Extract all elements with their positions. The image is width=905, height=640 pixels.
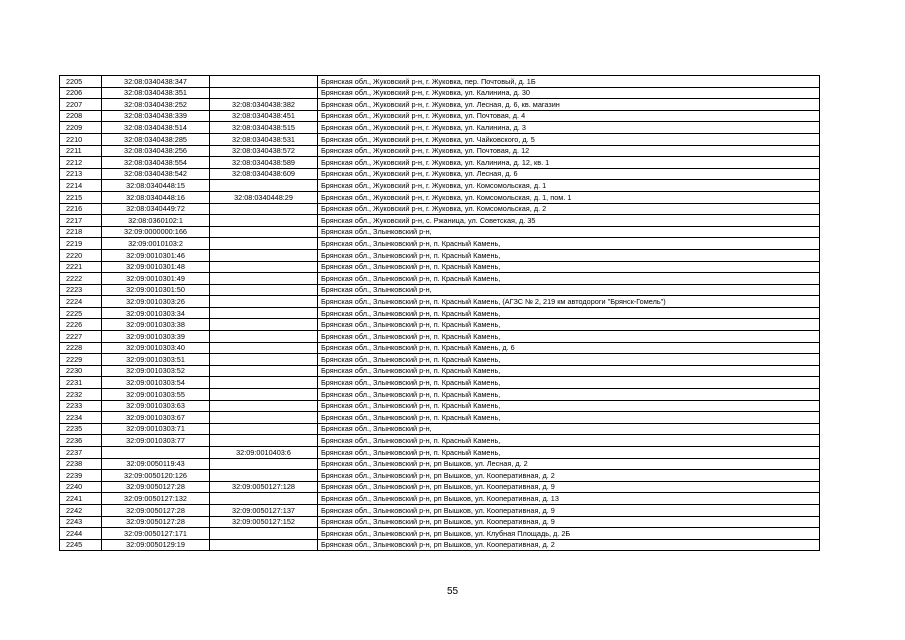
linked-cadastral-number-cell: 32:09:0050127:128 [210,481,318,493]
row-number-cell: 2242 [60,504,102,516]
table-row [60,168,820,180]
cadastral-number-cell: 32:08:0360102:1 [102,215,210,227]
table-row [60,87,820,99]
table-row [60,458,820,470]
cadastral-number-cell: 32:08:0340438:554 [102,157,210,169]
address-cell: Брянская обл., Жуковский р-н, г. Жуковка, ул. Почтовая, д. 12 [318,145,820,157]
cadastral-number-cell: 32:09:0050129:19 [102,539,210,551]
linked-cadastral-number-cell [210,261,318,273]
table-row [60,249,820,261]
table-row [60,203,820,215]
row-number-cell: 2232 [60,389,102,401]
table-row [60,273,820,285]
cadastral-number-cell: 32:09:0010301:48 [102,261,210,273]
cadastral-number-cell: 32:09:0010301:50 [102,284,210,296]
linked-cadastral-number-cell [210,377,318,389]
linked-cadastral-number-cell [210,342,318,354]
linked-cadastral-number-cell: 32:08:0340438:609 [210,168,318,180]
row-number-cell: 2218 [60,226,102,238]
cadastral-number-cell: 32:09:0050127:132 [102,493,210,505]
linked-cadastral-number-cell [210,435,318,447]
cadastral-number-cell: 32:08:0340438:347 [102,76,210,88]
row-number-cell: 2226 [60,319,102,331]
address-cell: Брянская обл., Злынковский р-н, п. Красный Камень, [318,238,820,250]
address-cell: Брянская обл., Жуковский р-н, г. Жуковка, ул. Комсомольская, д. 1 [318,180,820,192]
table-row [60,122,820,134]
address-cell: Брянская обл., Злынковский р-н, рп Вышков, ул. Кооперативная, д. 9 [318,504,820,516]
cadastral-number-cell: 32:08:0340438:542 [102,168,210,180]
cadastral-number-cell: 32:09:0010303:55 [102,389,210,401]
cadastral-number-cell: 32:08:0340438:256 [102,145,210,157]
linked-cadastral-number-cell [210,458,318,470]
address-cell: Брянская обл., Жуковский р-н, г. Жуковка, ул. Лесная, д. 6 [318,168,820,180]
cadastral-number-cell: 32:09:0010303:54 [102,377,210,389]
row-number-cell: 2210 [60,133,102,145]
table-row [60,215,820,227]
address-cell: Брянская обл., Злынковский р-н, п. Красный Камень, [318,377,820,389]
table-row [60,481,820,493]
linked-cadastral-number-cell [210,528,318,540]
address-cell: Брянская обл., Злынковский р-н, рп Вышков, ул. Кооперативная, д. 9 [318,516,820,528]
linked-cadastral-number-cell [210,273,318,285]
row-number-cell: 2233 [60,400,102,412]
linked-cadastral-number-cell [210,180,318,192]
address-cell: Брянская обл., Злынковский р-н, [318,423,820,435]
cadastral-number-cell: 32:09:0010103:2 [102,238,210,250]
table-row [60,191,820,203]
row-number-cell: 2205 [60,76,102,88]
row-number-cell: 2241 [60,493,102,505]
address-cell: Брянская обл., Злынковский р-н, [318,284,820,296]
row-number-cell: 2236 [60,435,102,447]
linked-cadastral-number-cell: 32:08:0340438:515 [210,122,318,134]
linked-cadastral-number-cell: 32:08:0340438:382 [210,99,318,111]
linked-cadastral-number-cell [210,87,318,99]
table-row [60,110,820,122]
linked-cadastral-number-cell [210,412,318,424]
address-cell: Брянская обл., Злынковский р-н, п. Красный Камень, д. 6 [318,342,820,354]
address-cell: Брянская обл., Злынковский р-н, п. Красный Камень, [318,354,820,366]
address-cell: Брянская обл., Злынковский р-н, п. Красный Камень, [318,447,820,459]
cadastral-number-cell: 32:09:0050127:28 [102,481,210,493]
row-number-cell: 2215 [60,191,102,203]
table-row [60,319,820,331]
address-cell: Брянская обл., Злынковский р-н, п. Красный Камень, [318,365,820,377]
cadastral-number-cell: 32:09:0010303:77 [102,435,210,447]
linked-cadastral-number-cell: 32:08:0340438:451 [210,110,318,122]
table-row [60,435,820,447]
table-row [60,226,820,238]
linked-cadastral-number-cell: 32:09:0050127:137 [210,504,318,516]
linked-cadastral-number-cell [210,423,318,435]
row-number-cell: 2217 [60,215,102,227]
row-number-cell: 2231 [60,377,102,389]
cadastral-number-cell: 32:09:0010303:71 [102,423,210,435]
address-cell: Брянская обл., Жуковский р-н, г. Жуковка, ул. Калинина, д. 30 [318,87,820,99]
table-row [60,412,820,424]
linked-cadastral-number-cell: 32:08:0340438:589 [210,157,318,169]
cadastral-number-cell: 32:08:0340438:514 [102,122,210,134]
row-number-cell: 2221 [60,261,102,273]
address-cell: Брянская обл., Злынковский р-н, рп Вышков, ул. Кооперативная, д. 2 [318,539,820,551]
cadastral-number-cell: 32:09:0000000:166 [102,226,210,238]
linked-cadastral-number-cell: 32:09:0010403:6 [210,447,318,459]
table-row [60,504,820,516]
address-cell: Брянская обл., Злынковский р-н, [318,226,820,238]
row-number-cell: 2206 [60,87,102,99]
row-number-cell: 2227 [60,331,102,343]
table-row [60,377,820,389]
cadastral-number-cell: 32:09:0010303:39 [102,331,210,343]
linked-cadastral-number-cell [210,296,318,308]
linked-cadastral-number-cell: 32:09:0050127:152 [210,516,318,528]
address-cell: Брянская обл., Злынковский р-н, п. Красный Камень, [318,319,820,331]
row-number-cell: 2209 [60,122,102,134]
table-row [60,342,820,354]
address-cell: Брянская обл., Злынковский р-н, п. Красный Камень, [318,307,820,319]
address-cell: Брянская обл., Злынковский р-н, п. Красный Камень, [318,273,820,285]
address-cell: Брянская обл., Жуковский р-н, с. Ржаница, ул. Советская, д. 35 [318,215,820,227]
linked-cadastral-number-cell [210,249,318,261]
cadastral-number-cell: 32:08:0340448:15 [102,180,210,192]
row-number-cell: 2235 [60,423,102,435]
cadastral-number-cell: 32:08:0340448:16 [102,191,210,203]
table-row [60,145,820,157]
cadastral-number-cell: 32:09:0050119:43 [102,458,210,470]
address-cell: Брянская обл., Злынковский р-н, п. Красный Камень, [318,249,820,261]
linked-cadastral-number-cell [210,226,318,238]
address-cell: Брянская обл., Жуковский р-н, г. Жуковка, ул. Калинина, д. 3 [318,122,820,134]
address-cell: Брянская обл., Жуковский р-н, г. Жуковка, ул. Лесная, д. 6, кв. магазин [318,99,820,111]
row-number-cell: 2234 [60,412,102,424]
linked-cadastral-number-cell [210,389,318,401]
row-number-cell: 2228 [60,342,102,354]
address-cell: Брянская обл., Злынковский р-н, п. Красный Камень, (АГЗС № 2, 219 км автодороги "Брянск-Гомель") [318,296,820,308]
row-number-cell: 2243 [60,516,102,528]
address-cell: Брянская обл., Жуковский р-н, г. Жуковка, ул. Комсомольская, д. 1, пом. 1 [318,191,820,203]
cadastral-number-cell: 32:09:0010303:40 [102,342,210,354]
table-row [60,180,820,192]
table-row [60,423,820,435]
cadastral-number-cell: 32:08:0340449:72 [102,203,210,215]
cadastral-number-cell: 32:08:0340438:285 [102,133,210,145]
address-cell: Брянская обл., Злынковский р-н, п. Красный Камень, [318,389,820,401]
address-cell: Брянская обл., Жуковский р-н, г. Жуковка, ул. Почтовая, д. 4 [318,110,820,122]
cadastral-number-cell: 32:09:0050127:28 [102,516,210,528]
table-row [60,516,820,528]
linked-cadastral-number-cell: 32:08:0340438:572 [210,145,318,157]
table-row [60,354,820,366]
address-cell: Брянская обл., Злынковский р-н, рп Вышков, ул. Кооперативная, д. 9 [318,481,820,493]
row-number-cell: 2230 [60,365,102,377]
table-row [60,238,820,250]
linked-cadastral-number-cell [210,365,318,377]
table-row [60,99,820,111]
table-row [60,157,820,169]
address-cell: Брянская обл., Злынковский р-н, рп Вышков, ул. Кооперативная, д. 2 [318,470,820,482]
linked-cadastral-number-cell [210,215,318,227]
linked-cadastral-number-cell [210,470,318,482]
address-cell: Брянская обл., Злынковский р-н, п. Красный Камень, [318,261,820,273]
cadastral-number-cell: 32:09:0050127:171 [102,528,210,540]
cadastral-number-cell: 32:09:0050127:28 [102,504,210,516]
table-row [60,470,820,482]
table-body [60,76,820,551]
address-cell: Брянская обл., Злынковский р-н, рп Вышков, ул. Кооперативная, д. 13 [318,493,820,505]
row-number-cell: 2212 [60,157,102,169]
cadastral-number-cell: 32:09:0010303:38 [102,319,210,331]
linked-cadastral-number-cell [210,331,318,343]
row-number-cell: 2229 [60,354,102,366]
row-number-cell: 2207 [60,99,102,111]
row-number-cell: 2238 [60,458,102,470]
row-number-cell: 2211 [60,145,102,157]
cadastral-number-cell [102,447,210,459]
row-number-cell: 2245 [60,539,102,551]
cadastral-number-cell: 32:08:0340438:339 [102,110,210,122]
row-number-cell: 2214 [60,180,102,192]
cadastral-number-cell: 32:09:0010303:63 [102,400,210,412]
row-number-cell: 2208 [60,110,102,122]
page-number: 55 [446,586,459,597]
table-row [60,261,820,273]
linked-cadastral-number-cell [210,238,318,250]
linked-cadastral-number-cell [210,400,318,412]
address-cell: Брянская обл., Злынковский р-н, п. Красный Камень, [318,412,820,424]
row-number-cell: 2220 [60,249,102,261]
cadastral-number-cell: 32:09:0010303:51 [102,354,210,366]
cadastral-number-cell: 32:09:0010301:46 [102,249,210,261]
linked-cadastral-number-cell [210,76,318,88]
property-table [59,75,820,551]
table-row [60,528,820,540]
row-number-cell: 2222 [60,273,102,285]
table-row [60,365,820,377]
table-row [60,76,820,88]
row-number-cell: 2216 [60,203,102,215]
cadastral-number-cell: 32:09:0010303:34 [102,307,210,319]
linked-cadastral-number-cell [210,284,318,296]
row-number-cell: 2225 [60,307,102,319]
linked-cadastral-number-cell [210,354,318,366]
linked-cadastral-number-cell [210,493,318,505]
linked-cadastral-number-cell [210,539,318,551]
address-cell: Брянская обл., Злынковский р-н, рп Вышков, ул. Лесная, д. 2 [318,458,820,470]
row-number-cell: 2239 [60,470,102,482]
table-row [60,284,820,296]
row-number-cell: 2237 [60,447,102,459]
cadastral-number-cell: 32:09:0050120:126 [102,470,210,482]
table-row [60,493,820,505]
cadastral-number-cell: 32:09:0010303:67 [102,412,210,424]
linked-cadastral-number-cell: 32:08:0340448:29 [210,191,318,203]
address-cell: Брянская обл., Злынковский р-н, п. Красный Камень, [318,435,820,447]
linked-cadastral-number-cell [210,203,318,215]
linked-cadastral-number-cell [210,319,318,331]
cadastral-number-cell: 32:09:0010301:49 [102,273,210,285]
table-row [60,447,820,459]
table-row [60,539,820,551]
address-cell: Брянская обл., Злынковский р-н, рп Вышков, ул. Клубная Площадь, д. 2Б [318,528,820,540]
address-cell: Брянская обл., Злынковский р-н, п. Красный Камень, [318,400,820,412]
table-row [60,133,820,145]
table-row [60,296,820,308]
row-number-cell: 2240 [60,481,102,493]
row-number-cell: 2219 [60,238,102,250]
address-cell: Брянская обл., Злынковский р-н, п. Красный Камень, [318,331,820,343]
linked-cadastral-number-cell: 32:08:0340438:531 [210,133,318,145]
row-number-cell: 2223 [60,284,102,296]
cadastral-number-cell: 32:08:0340438:351 [102,87,210,99]
address-cell: Брянская обл., Жуковский р-н, г. Жуковка, ул. Комсомольская, д. 2 [318,203,820,215]
cadastral-number-cell: 32:09:0010303:26 [102,296,210,308]
address-cell: Брянская обл., Жуковский р-н, г. Жуковка, ул. Калинина, д. 12, кв. 1 [318,157,820,169]
row-number-cell: 2213 [60,168,102,180]
table-row [60,307,820,319]
table-row [60,400,820,412]
row-number-cell: 2224 [60,296,102,308]
linked-cadastral-number-cell [210,307,318,319]
table-row [60,331,820,343]
table-row [60,389,820,401]
cadastral-number-cell: 32:09:0010303:52 [102,365,210,377]
row-number-cell: 2244 [60,528,102,540]
cadastral-number-cell: 32:08:0340438:252 [102,99,210,111]
address-cell: Брянская обл., Жуковский р-н, г. Жуковка, пер. Почтовый, д. 1Б [318,76,820,88]
address-cell: Брянская обл., Жуковский р-н, г. Жуковка, ул. Чайковского, д. 5 [318,133,820,145]
